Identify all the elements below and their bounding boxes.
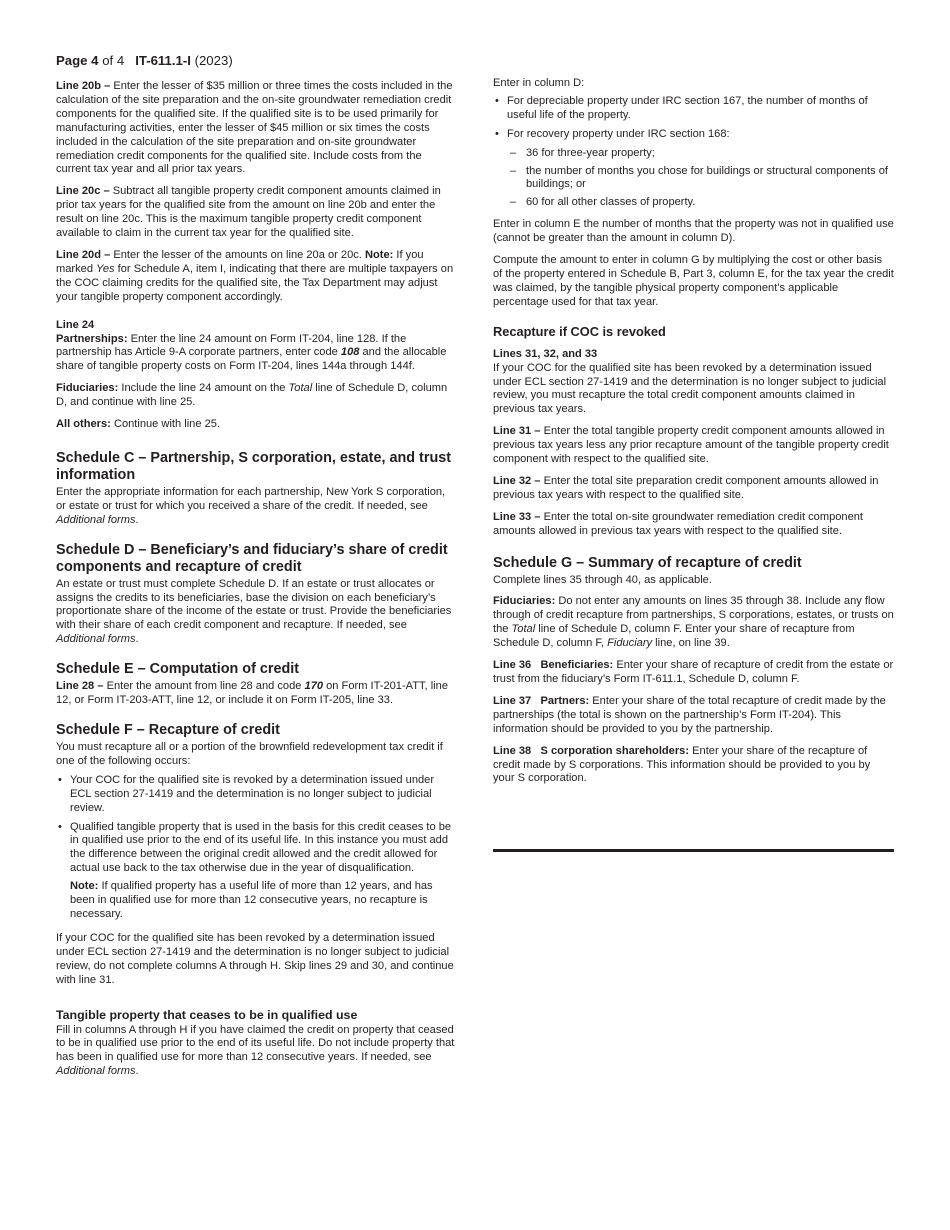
all-others-label: All others:: [56, 418, 111, 431]
right-column: [493, 77, 894, 794]
line-20d-text-2: If you marked: [56, 248, 424, 275]
partnerships-text-1: Enter the line 24 amount on Form IT-204, line 128. If the partnership has Article 9-A corporate partners, enter code: [56, 332, 407, 359]
line-37-label: Line 37 Partners:: [493, 694, 590, 707]
all-others-paragraph: [56, 418, 456, 432]
line-20b-label: Line 20b –: [56, 80, 111, 92]
schedule-f-intro: You must recapture all or a portion of the brownfield redevelopment tax credit if one of the following occurs:: [56, 741, 443, 767]
partnerships-text-2: and the allocable share of tangible property costs on Form IT-204, lines 144a through 144f.: [56, 346, 447, 373]
schedule-f-note: [70, 880, 456, 922]
schedule-c-additional-forms: Additional forms: [56, 513, 136, 526]
column-d-sublist: [507, 147, 894, 211]
line-20c-paragraph: [56, 185, 456, 241]
page-total: of 4: [98, 53, 125, 68]
tangible-period: .: [135, 1065, 139, 1078]
fiduciaries-label: Fiduciaries:: [56, 382, 119, 395]
schedule-g-fiduciaries-label: Fiduciaries:: [493, 595, 556, 608]
line-36-paragraph: [493, 659, 894, 687]
line-20b-paragraph: [56, 80, 456, 177]
list-item: [56, 821, 456, 922]
form-id: IT-611.1-I: [135, 53, 191, 68]
line-38-text: Enter your share of the recapture of credit made by S corporations. This information should be provided to you by your S corporation.: [493, 744, 871, 785]
schedule-g-intro: Complete lines 35 through 40, as applicable.: [493, 573, 712, 586]
partnerships-label: Partnerships:: [56, 332, 128, 345]
line-36-text: Enter your share of recapture of credit from the estate or trust from the fiduciary’s Form IT-611.1, Schedule D, column F.: [493, 659, 894, 685]
schedule-d-title: Schedule D – Beneficiary’s and fiduciary’s share of credit components and recapture of credit: [56, 541, 448, 575]
partnerships-paragraph: [56, 333, 456, 375]
column-g-paragraph: Compute the amount to enter in column G by multiplying the cost or other basis of the property entered in Schedule B, Part 3, column E, for the tax year the credit was claimed, by the tangible physical property component’s applicable percentage used for that tax year.: [493, 254, 894, 308]
schedule-g-title: Schedule G – Summary of recapture of credit: [493, 554, 802, 571]
line-20c-text: Subtract all tangible property credit component amounts claimed in prior tax years for the qualified site from the amount on line 20b and enter the result on line 20c. This is the maximum tangible property credit component available to claim in the current tax year for the qualified site.: [56, 185, 441, 240]
line-33-text: Enter the total on-site groundwater remediation credit component amounts allowed in previous tax years with respect to the qualified site.: [493, 510, 863, 537]
fiduciaries-total: Total: [288, 382, 313, 395]
form-year: (2023): [190, 53, 233, 68]
schedule-e-paragraph: [56, 680, 456, 708]
line-28-text-1: Enter the amount from line 28 and code: [103, 680, 305, 693]
tangible-title: Tangible property that ceases to be in qualified use: [56, 1007, 358, 1022]
column-d-list: [493, 95, 894, 210]
column-d-intro: Enter in column D:: [493, 77, 585, 89]
line-20d-text-1: Enter the lesser of the amounts on line 20a or 20c.: [110, 248, 365, 261]
page-number: Page 4: [56, 53, 99, 68]
line-20d-yes: Yes: [96, 262, 115, 275]
schedule-c-text: Enter the appropriate information for each partnership, New York S corporation, or estate or trust for which you received a share of the credit. If needed, see: [56, 485, 446, 512]
end-of-instructions-rule: [493, 849, 894, 852]
line-32-text: Enter the total site preparation credit component amounts allowed in previous tax years with respect to the qualified site.: [493, 474, 879, 501]
line-20d-text-3: for Schedule A, item I, indicating that there are multiple taxpayers on the COC claiming credits for the qualified site, the Tax Department may adjust your tangible property component accordingly.: [56, 262, 454, 303]
schedule-f-bullet-1: Your COC for the qualified site is revoked by a determination issued under ECL section 27-1419 and the determination is no longer subject to judicial review.: [70, 773, 435, 814]
list-item: [493, 95, 894, 123]
tangible-text: Fill in columns A through H if you have claimed the credit on property that ceased to be in qualified use prior to the end of its useful life. Do not include property that has been in qualified use for more than 12 consecutive years. If needed, see: [56, 1023, 455, 1064]
schedule-d-text: An estate or trust must complete Schedule D. If an estate or trust allocates or assigns the credits to its beneficiaries, base the division on each beneficiary’s proportionate share of the income of the estate or trust. Provide the beneficiaries with their share of each credit component and recapture. If needed, see: [56, 577, 452, 632]
all-others-text: Continue with line 25.: [110, 418, 221, 431]
schedule-g-fiduciaries-text-3: line, on line 39.: [652, 637, 730, 650]
line-32-paragraph: [493, 475, 894, 503]
schedule-d-paragraph: [56, 578, 456, 648]
list-item: [507, 196, 894, 210]
line-24-heading: Line 24: [56, 318, 95, 331]
line-20b-text: Enter the lesser of $35 million or three times the costs included in the calculation of the site preparation and the on-site groundwater remediation credit components for the qualified site. If the qualified site is to be used primarily for manufacturing activities, enter the lesser of $45 million or six times the costs included in the calculation of the site preparation and on-site groundwater remediation credit components for the qualified site. Include costs from the current tax year and all prior tax years.: [56, 80, 453, 176]
line-33-label: Line 33 –: [493, 510, 541, 523]
schedule-c-title: Schedule C – Partnership, S corporation, estate, and trust information: [56, 449, 452, 483]
line-37-paragraph: [493, 695, 894, 737]
schedule-g-fiduciaries-total: Total: [511, 623, 536, 636]
schedule-f-bullet-2: Qualified tangible property that is used in the basis for this credit ceases to be in qualified use prior to the end of its useful life. In this instance you must add the difference between the original credit allowed and the credit allowed for actual use back to the tax otherwise due in the year of disqualification.: [70, 820, 452, 875]
recapture-title: Recapture if COC is revoked: [493, 323, 666, 339]
lines-31-33-paragraph: If your COC for the qualified site has been revoked by a determination issued under ECL section 27-1419 and the determination is no longer subject to judicial review, you must recapture the total credit component amounts claimed in previous tax years.: [493, 361, 887, 416]
line-37-text: Enter your share of the total recapture of credit made by the partnerships (the total is shown on the partnership’s Form IT-204). This information should be provided to you by the partnership.: [493, 694, 886, 735]
left-column: [56, 80, 456, 1087]
schedule-g-fiduciaries-text-1: Do not enter any amounts on lines 35 through 38. Include any flow through of credit recapture from partnerships, S corporations, estates, or trusts on the: [493, 595, 894, 636]
line-28-label: Line 28 –: [56, 680, 104, 693]
line-20d-note-label: Note:: [364, 248, 394, 261]
line-28-code: 170: [304, 680, 324, 693]
schedule-g-fiduciaries-text-2: line of Schedule D, column F. Enter your share of recapture from Schedule D, column F,: [493, 623, 855, 650]
column-d-dash-3: 60 for all other classes of property.: [526, 196, 696, 209]
line-32-label: Line 32 –: [493, 474, 541, 487]
schedule-g-fiduciaries: [493, 595, 894, 651]
schedule-f-list: [56, 774, 456, 922]
line-33-paragraph: [493, 511, 894, 539]
schedule-f-note-label: Note:: [70, 880, 99, 893]
fiduciaries-text-2: line of Schedule D, column D, and continue with line 25.: [56, 382, 448, 409]
line-38-paragraph: [493, 745, 894, 787]
column-d-bullet-2: For recovery property under IRC section 168:: [507, 127, 730, 140]
schedule-f-revoked: If your COC for the qualified site has been revoked by a determination issued under ECL section 27-1419 and the determination is no longer subject to judicial review, do not complete columns A through H. Skip lines 29 and 30, and continue with line 31.: [56, 931, 454, 986]
tangible-additional-forms: Additional forms: [56, 1065, 136, 1078]
schedule-g-fiduciaries-fiduciary: Fiduciary: [607, 637, 653, 650]
partnerships-code: 108: [340, 346, 360, 359]
line-20d-paragraph: [56, 249, 456, 305]
list-item: [56, 774, 456, 816]
column-d-dash-2: the number of months you chose for buildings or structural components of buildings; or: [526, 164, 888, 191]
column-e-paragraph: Enter in column E the number of months that the property was not in qualified use (cannot be greater than the amount in column D).: [493, 218, 894, 245]
line-20c-label: Line 20c –: [56, 185, 110, 198]
list-item: [507, 147, 894, 161]
list-item: [507, 165, 894, 193]
line-38-label: Line 38 S corporation shareholders:: [493, 744, 690, 757]
fiduciaries-paragraph: [56, 382, 456, 410]
lines-31-33-heading: Lines 31, 32, and 33: [493, 347, 598, 360]
line-31-paragraph: [493, 425, 894, 467]
schedule-f-title: Schedule F – Recapture of credit: [56, 722, 280, 738]
column-d-bullet-1: For depreciable property under IRC section 167, the number of months of useful life of the property.: [507, 94, 868, 121]
fiduciaries-text-1: Include the line 24 amount on the: [118, 382, 289, 395]
list-item: [493, 128, 894, 211]
tangible-paragraph: [56, 1024, 456, 1080]
schedule-c-period: .: [135, 513, 139, 526]
line-36-label: Line 36 Beneficiaries:: [493, 659, 614, 672]
schedule-e-title: Schedule E – Computation of credit: [56, 661, 300, 678]
line-28-text-2: on Form IT-201-ATT, line 12, or Form IT-203-ATT, line 12, or include it on Form IT-205, line 33.: [56, 680, 448, 707]
line-20d-label: Line 20d –: [56, 248, 111, 261]
column-d-dash-1: 36 for three-year property;: [526, 146, 655, 159]
schedule-c-paragraph: [56, 486, 456, 528]
schedule-f-note-text: If qualified property has a useful life of more than 12 years, and has been in qualified use for more than 12 consecutive years, no recapture is necessary.: [70, 880, 433, 920]
schedule-d-period: .: [135, 633, 139, 646]
schedule-d-additional-forms: Additional forms: [56, 633, 136, 646]
line-31-label: Line 31 –: [493, 425, 541, 438]
line-31-text: Enter the total tangible property credit component amounts allowed in previous tax years less any prior recapture amount of the tangible property credit component with respect to the qualified site.: [493, 425, 889, 466]
page-header: [56, 53, 233, 69]
